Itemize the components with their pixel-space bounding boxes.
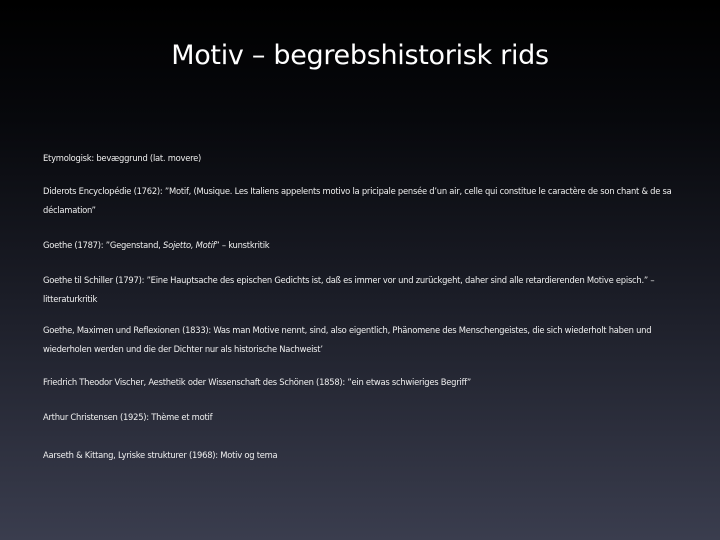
list-item-etymology: Etymologisk: bevæggrund (lat. movere) — [43, 153, 202, 163]
list-item-goethe-maximen: Goethe, Maximen und Reflexionen (1833): Was man Motive nennt, sind, also eigentlich, Phänomene des Menschengeistes, die sich wiederholt haben und wiederholen werden und die der Dichter nur als historische Nachweist’ — [43, 325, 652, 354]
list-item-aarseth-kittang: Aarseth & Kittang, Lyriske strukturer (1968): Motiv og tema — [43, 450, 278, 460]
goethe-1787-prefix: Goethe (1787): ”Gegenstand, — [43, 240, 163, 250]
goethe-1787-italic: Sojetto, Motif — [163, 240, 216, 250]
list-item-diderot: Diderots Encyclopédie (1762): ”Motif, (Musique. Les Italiens appelents motivo la pricipale pensée d’un air, celle qui constitue le caractère de son chant & de sa déclamation” — [43, 186, 672, 215]
list-item-christensen: Arthur Christensen (1925): Thème et motif — [43, 412, 213, 422]
list-item-goethe-schiller: Goethe til Schiller (1797): ”Eine Hauptsache des epischen Gedichts ist, daß es immer vor und zurückgeht, daher sind alle retardierenden Motive episch.” – litteraturkritik — [43, 275, 655, 304]
goethe-1787-suffix: ” – kunstkritik — [215, 240, 270, 250]
list-item-goethe-1787 — [43, 236, 683, 255]
list-item-vischer: Friedrich Theodor Vischer, Aesthetik oder Wissenschaft des Schönen (1858): ”ein etwas schwieriges Begriff” — [43, 377, 471, 387]
slide-title: Motiv – begrebshistorisk rids — [171, 40, 549, 71]
